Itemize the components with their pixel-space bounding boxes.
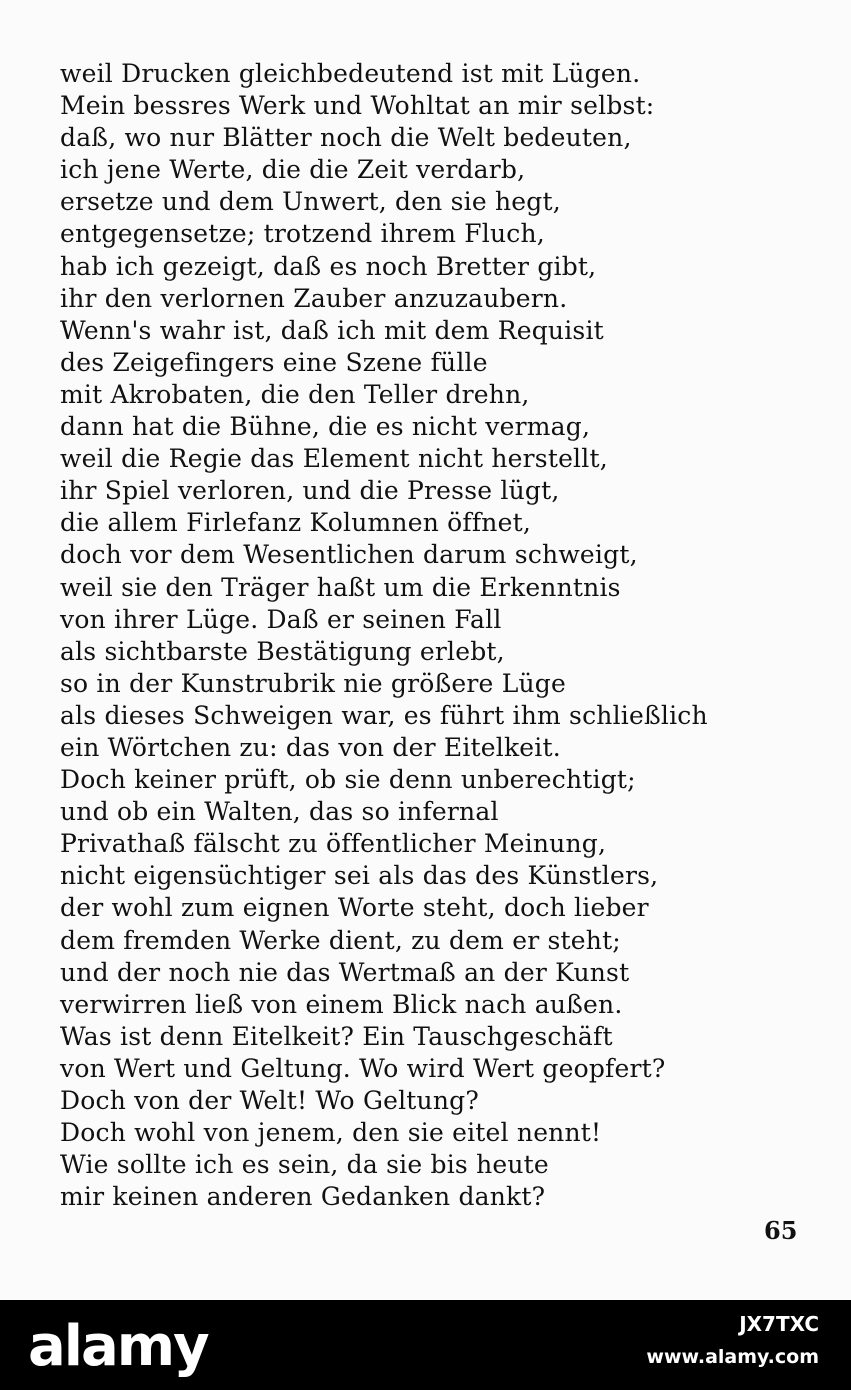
page-number: 65	[764, 1216, 798, 1245]
poem-line: Doch wohl von jenem, den sie eitel nennt!	[60, 1118, 602, 1148]
poem-line: Doch von der Welt! Wo Geltung?	[60, 1086, 479, 1115]
poem-line: hab ich gezeigt, daß es noch Bretter gibt,	[60, 251, 597, 281]
poem-line: mir keinen anderen Gedanken dankt?	[60, 1182, 546, 1212]
poem-line: entgegensetze; trotzend ihrem Fluch,	[60, 219, 545, 249]
image-id: JX7TXC	[739, 1312, 819, 1336]
poem-line: als dieses Schweigen war, es führt ihm schließlich	[60, 700, 708, 730]
poem-line: Wie sollte ich es sein, da sie bis heute	[60, 1150, 549, 1180]
poem-line: Privathaß fälscht zu öffentlicher Meinung,	[60, 829, 607, 859]
poem-line: von Wert und Geltung. Wo wird Wert geopfert?	[60, 1053, 666, 1083]
poem-line: Wenn's wahr ist, daß ich mit dem Requisit	[60, 315, 604, 345]
poem-line: des Zeigefingers eine Szene fülle	[60, 347, 488, 377]
poem-line: weil sie den Träger haßt um die Erkenntnis	[60, 572, 621, 602]
poem-line: ihr Spiel verloren, und die Presse lügt,	[60, 476, 560, 506]
poem-line: und ob ein Walten, das so infernal	[60, 797, 499, 827]
watermark-footer	[0, 1300, 851, 1390]
poem-line: Mein bessres Werk und Wohltat an mir selbst:	[60, 91, 655, 121]
poem-line: doch vor dem Wesentlichen darum schweigt,	[60, 540, 638, 570]
poem-line: ein Wörtchen zu: das von der Eitelkeit.	[60, 732, 561, 762]
poem-line: mit Akrobaten, die den Teller drehn,	[60, 379, 530, 409]
poem-line: als sichtbarste Bestätigung erlebt,	[60, 636, 505, 666]
poem-line: Was ist denn Eitelkeit? Ein Tauschgeschäft	[60, 1021, 613, 1051]
poem-line: und der noch nie das Wertmaß an der Kunst	[60, 957, 630, 987]
poem-line: daß, wo nur Blätter noch die Welt bedeuten,	[60, 123, 632, 153]
poem-line: ich jene Werte, die die Zeit verdarb,	[60, 155, 526, 185]
poem-line: weil Drucken gleichbedeutend ist mit Lügen.	[60, 59, 641, 88]
poem-line: dann hat die Bühne, die es nicht vermag,	[60, 412, 591, 442]
poem-text	[60, 58, 708, 1213]
poem-line: Doch keiner prüft, ob sie denn unberechtigt;	[60, 765, 636, 795]
poem-line: ihr den verlornen Zauber anzuzaubern.	[60, 283, 568, 313]
site-url: www.alamy.com	[646, 1346, 819, 1368]
poem-line: die allem Firlefanz Kolumnen öffnet,	[60, 508, 531, 538]
poem-line: so in der Kunstrubrik nie größere Lüge	[60, 668, 567, 698]
poem-line: verwirren ließ von einem Blick nach außen.	[60, 989, 623, 1019]
poem-line: der wohl zum eignen Worte steht, doch lieber	[60, 893, 649, 923]
poem-line: von ihrer Lüge. Daß er seinen Fall	[60, 604, 502, 634]
poem-line: nicht eigensüchtiger sei als das des Künstlers,	[60, 861, 659, 891]
poem-line: ersetze und dem Unwert, den sie hegt,	[60, 187, 561, 217]
poem-line: weil die Regie das Element nicht herstellt,	[60, 444, 608, 474]
poem-line: dem fremden Werke dient, zu dem er steht;	[60, 925, 621, 955]
brand-logo: alamy	[28, 1314, 208, 1379]
